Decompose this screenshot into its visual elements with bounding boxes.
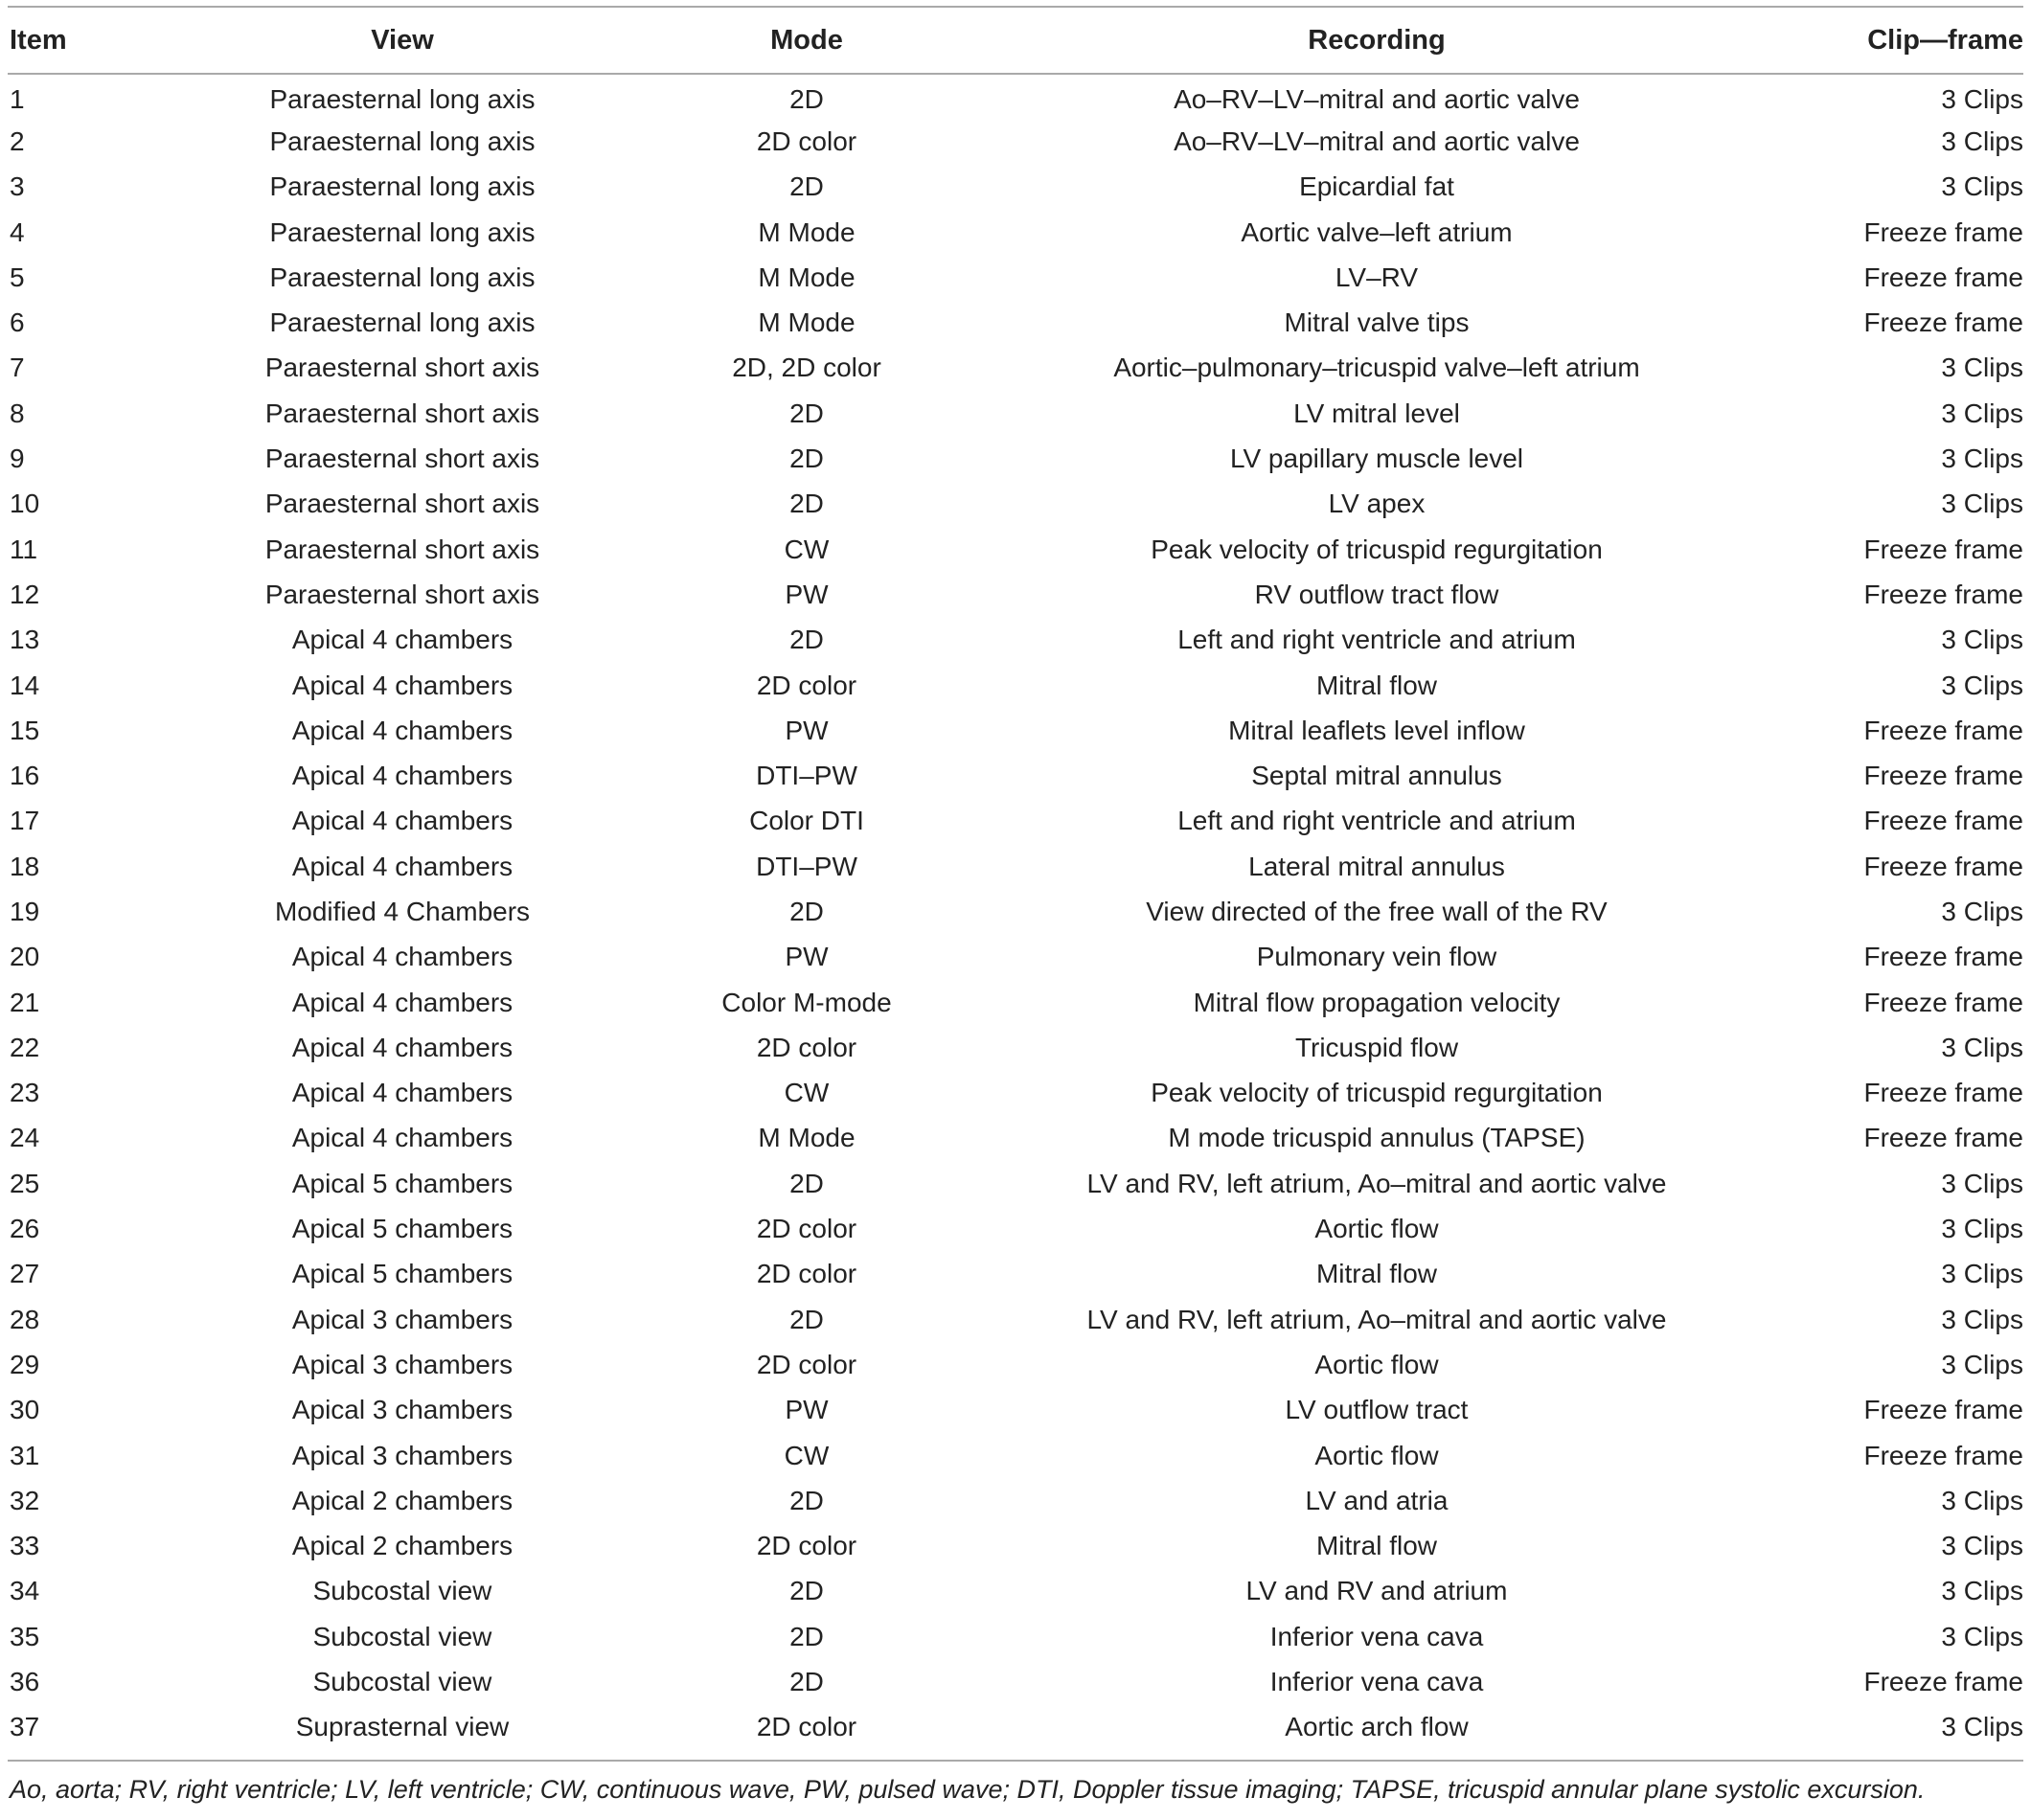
cell-item: 1 [10,84,25,115]
cell-recording: LV mitral level [1293,398,1460,428]
cell-item: 17 [10,806,40,836]
cell-clip-frame: 3 Clips [1941,625,2023,655]
cell-mode: 2D [789,84,824,115]
cell-clip-frame: Freeze frame [1863,1395,2023,1425]
cell-view: Subcostal view [312,1621,492,1651]
cell-mode: 2D [789,1304,824,1334]
table-row [8,889,2023,934]
cell-clip-frame: Freeze frame [1863,216,2023,247]
cell-mode: CW [784,534,830,564]
cell-recording: Peak velocity of tricuspid regurgitation [1151,534,1603,564]
table-row [8,1161,2023,1206]
table-row [8,1524,2023,1569]
cell-item: 22 [10,1032,40,1062]
cell-clip-frame: 3 Clips [1941,171,2023,202]
cell-clip-frame: 3 Clips [1941,489,2023,519]
header-item: Item [10,24,67,56]
cell-recording: Aortic arch flow [1285,1712,1469,1742]
cell-view: Apical 2 chambers [291,1485,513,1515]
cell-item: 31 [10,1440,40,1470]
cell-mode: PW [785,1395,829,1425]
cell-mode: 2D color [756,1712,857,1742]
cell-item: 37 [10,1712,40,1742]
cell-recording: Peak velocity of tricuspid regurgitation [1151,1078,1603,1108]
cell-recording: LV and atria [1305,1485,1449,1515]
cell-view: Paraesternal long axis [269,125,536,156]
cell-clip-frame: 3 Clips [1941,1304,2023,1334]
cell-mode: 2D [789,171,824,202]
cell-item: 19 [10,896,40,926]
cell-recording: Aortic flow [1314,1349,1439,1379]
cell-view: Apical 5 chambers [291,1259,513,1289]
cell-recording: Ao–RV–LV–mitral and aortic valve [1174,125,1580,156]
cell-view: Apical 4 chambers [291,1123,513,1153]
cell-recording: Mitral flow propagation velocity [1193,987,1561,1017]
cell-clip-frame: 3 Clips [1941,1349,2023,1379]
table-row [8,1025,2023,1070]
cell-item: 32 [10,1485,40,1515]
cell-mode: M Mode [758,307,856,338]
cell-clip-frame: Freeze frame [1863,1078,2023,1108]
cell-clip-frame: Freeze frame [1863,715,2023,745]
cell-recording: Pulmonary vein flow [1256,942,1497,972]
cell-clip-frame: Freeze frame [1863,942,2023,972]
cell-mode: 2D, 2D color [732,353,881,383]
table-row [8,119,2023,164]
cell-recording: Aortic flow [1314,1214,1439,1244]
cell-clip-frame: Freeze frame [1863,307,2023,338]
table-row [8,1342,2023,1387]
cell-mode: 2D [789,1667,824,1697]
cell-clip-frame: 3 Clips [1941,896,2023,926]
cell-clip-frame: 3 Clips [1941,84,2023,115]
cell-mode: CW [784,1078,830,1108]
cell-recording: View directed of the free wall of the RV [1146,896,1608,926]
cell-view: Apical 4 chambers [291,670,513,700]
cell-recording: Inferior vena cava [1269,1667,1484,1697]
cell-clip-frame: 3 Clips [1941,444,2023,474]
cell-mode: 2D color [756,1032,857,1062]
cell-clip-frame: Freeze frame [1863,761,2023,791]
cell-mode: 2D [789,1621,824,1651]
cell-mode: 2D [789,444,824,474]
cell-view: Paraesternal short axis [264,579,540,609]
cell-mode: 2D [789,489,824,519]
table-row [8,1614,2023,1659]
cell-clip-frame: 3 Clips [1941,353,2023,383]
cell-view: Apical 4 chambers [291,987,513,1017]
cell-recording: LV apex [1328,489,1426,519]
cell-item: 33 [10,1531,40,1561]
cell-recording: Aortic–pulmonary–tricuspid valve–left atrium [1113,353,1640,383]
cell-mode: 2D color [756,1214,857,1244]
cell-view: Apical 4 chambers [291,715,513,745]
table-row [8,1206,2023,1251]
cell-view: Subcostal view [312,1667,492,1697]
cell-recording: LV and RV, left atrium, Ao–mitral and aortic valve [1086,1168,1667,1198]
cell-clip-frame: Freeze frame [1863,1440,2023,1470]
cell-mode: 2D color [756,670,857,700]
cell-recording: Mitral flow [1315,1531,1437,1561]
cell-view: Apical 2 chambers [291,1531,513,1561]
cell-clip-frame: 3 Clips [1941,1259,2023,1289]
cell-recording: RV outflow tract flow [1254,579,1499,609]
cell-clip-frame: Freeze frame [1863,806,2023,836]
table-row [8,572,2023,617]
table-row [8,708,2023,753]
cell-item: 13 [10,625,40,655]
cell-mode: 2D [789,1576,824,1606]
table-row [8,482,2023,527]
cell-view: Apical 5 chambers [291,1168,513,1198]
cell-recording: M mode tricuspid annulus (TAPSE) [1168,1123,1586,1153]
cell-recording: Aortic flow [1314,1440,1439,1470]
cell-item: 6 [10,307,25,338]
cell-recording: Inferior vena cava [1269,1621,1484,1651]
cell-mode: Color DTI [749,806,864,836]
header-recording: Recording [1308,24,1446,56]
cell-view: Paraesternal long axis [269,307,536,338]
cell-view: Apical 4 chambers [291,851,513,881]
cell-recording: Mitral leaflets level inflow [1228,715,1525,745]
table-row [8,436,2023,481]
header-view: View [371,24,434,56]
cell-view: Paraesternal long axis [269,216,536,247]
cell-clip-frame: Freeze frame [1863,579,2023,609]
table-row [8,1659,2023,1704]
cell-clip-frame: 3 Clips [1941,1712,2023,1742]
cell-item: 29 [10,1349,40,1379]
cell-mode: M Mode [758,216,856,247]
header-clip-frame: Clip—frame [1867,24,2023,56]
cell-view: Modified 4 Chambers [274,896,531,926]
cell-view: Apical 3 chambers [291,1349,513,1379]
table-row [8,210,2023,255]
cell-recording: Lateral mitral annulus [1248,851,1505,881]
cell-mode: 2D color [756,1259,857,1289]
cell-view: Apical 4 chambers [291,1032,513,1062]
cell-mode: DTI–PW [756,851,857,881]
table-row [8,1071,2023,1116]
cell-clip-frame: 3 Clips [1941,1214,2023,1244]
table-row [8,980,2023,1025]
cell-clip-frame: 3 Clips [1941,1168,2023,1198]
cell-view: Paraesternal short axis [264,353,540,383]
header-mode: Mode [770,24,843,56]
cell-item: 18 [10,851,40,881]
cell-item: 25 [10,1168,40,1198]
cell-recording: Tricuspid flow [1294,1032,1459,1062]
cell-view: Paraesternal short axis [264,489,540,519]
cell-item: 10 [10,489,40,519]
cell-item: 5 [10,262,25,292]
table-footnote: Ao, aorta; RV, right ventricle; LV, left ventricle; CW, continuous wave, PW, pulsed wave; DTI, Doppler tissue imaging; TAPSE, tricuspid annular plane systolic excursion. [10,1774,1926,1804]
cell-view: Apical 4 chambers [291,625,513,655]
cell-item: 27 [10,1259,40,1289]
cell-view: Apical 4 chambers [291,806,513,836]
cell-recording: Epicardial fat [1299,171,1454,202]
cell-view: Paraesternal short axis [264,444,540,474]
table-row [8,618,2023,663]
cell-clip-frame: Freeze frame [1863,851,2023,881]
table-row [8,1478,2023,1523]
table-row [8,391,2023,436]
cell-clip-frame: Freeze frame [1863,262,2023,292]
cell-mode: PW [785,579,829,609]
cell-recording: LV outflow tract [1285,1395,1469,1425]
cell-recording: Mitral flow [1315,1259,1437,1289]
cell-mode: Color M-mode [721,987,892,1017]
cell-mode: 2D [789,1168,824,1198]
table-row [8,527,2023,572]
table-row [8,165,2023,210]
table-row [8,844,2023,889]
table-row [8,663,2023,708]
table-row [8,799,2023,844]
cell-clip-frame: Freeze frame [1863,1123,2023,1153]
echo-protocol-table [8,6,2023,1750]
table-row [8,1433,2023,1478]
cell-mode: 2D [789,398,824,428]
table-body [8,74,2023,1750]
cell-view: Apical 4 chambers [291,942,513,972]
table-bottom-rule [8,1760,2023,1762]
cell-view: Apical 4 chambers [291,1078,513,1108]
cell-item: 8 [10,398,25,428]
table-row [8,1297,2023,1342]
cell-view: Apical 5 chambers [291,1214,513,1244]
cell-recording: LV–RV [1335,262,1419,292]
cell-item: 4 [10,216,25,247]
table-row [8,255,2023,300]
cell-clip-frame: Freeze frame [1863,987,2023,1017]
cell-mode: 2D color [756,125,857,156]
table-row [8,346,2023,391]
cell-view: Apical 3 chambers [291,1304,513,1334]
cell-item: 7 [10,353,25,383]
cell-recording: LV papillary muscle level [1229,444,1524,474]
cell-clip-frame: 3 Clips [1941,398,2023,428]
cell-item: 20 [10,942,40,972]
cell-clip-frame: 3 Clips [1941,1485,2023,1515]
table-row [8,74,2023,119]
cell-mode: 2D color [756,1349,857,1379]
cell-item: 11 [10,534,38,564]
cell-view: Subcostal view [312,1576,492,1606]
cell-view: Paraesternal short axis [264,534,540,564]
cell-recording: LV and RV and atrium [1245,1576,1508,1606]
cell-view: Paraesternal long axis [269,171,536,202]
cell-mode: M Mode [758,1123,856,1153]
cell-item: 15 [10,715,40,745]
cell-recording: Left and right ventricle and atrium [1177,806,1576,836]
cell-item: 21 [10,987,40,1017]
cell-view: Suprasternal view [295,1712,510,1742]
table-row [8,935,2023,980]
cell-item: 24 [10,1123,40,1153]
cell-mode: CW [784,1440,830,1470]
table-row [8,300,2023,345]
cell-item: 34 [10,1576,40,1606]
cell-item: 12 [10,579,40,609]
cell-view: Apical 3 chambers [291,1440,513,1470]
table-row [8,1116,2023,1161]
cell-mode: DTI–PW [756,761,857,791]
cell-mode: 2D [789,625,824,655]
cell-clip-frame: 3 Clips [1941,1531,2023,1561]
cell-recording: Mitral flow [1315,670,1437,700]
cell-mode: M Mode [758,262,856,292]
cell-clip-frame: 3 Clips [1941,1621,2023,1651]
cell-item: 2 [10,125,25,156]
cell-item: 9 [10,444,25,474]
cell-item: 3 [10,171,25,202]
table-row [8,1388,2023,1433]
cell-view: Paraesternal long axis [269,262,536,292]
header-row [8,7,2023,74]
cell-clip-frame: 3 Clips [1941,1576,2023,1606]
cell-recording: Left and right ventricle and atrium [1177,625,1576,655]
cell-view: Apical 4 chambers [291,761,513,791]
cell-item: 35 [10,1621,40,1651]
cell-item: 16 [10,761,40,791]
cell-item: 23 [10,1078,40,1108]
table-row [8,753,2023,798]
table-row [8,1252,2023,1297]
cell-clip-frame: 3 Clips [1941,125,2023,156]
table-row [8,1705,2023,1750]
table-header [8,7,2023,74]
cell-mode: PW [785,942,829,972]
cell-item: 36 [10,1667,40,1697]
cell-recording: Mitral valve tips [1284,307,1470,338]
cell-mode: 2D [789,896,824,926]
cell-mode: PW [785,715,829,745]
table-row [8,1569,2023,1614]
cell-item: 28 [10,1304,40,1334]
cell-mode: 2D [789,1485,824,1515]
cell-view: Apical 3 chambers [291,1395,513,1425]
cell-clip-frame: 3 Clips [1941,670,2023,700]
cell-recording: Ao–RV–LV–mitral and aortic valve [1174,84,1580,115]
cell-mode: 2D color [756,1531,857,1561]
cell-recording: LV and RV, left atrium, Ao–mitral and aortic valve [1086,1304,1667,1334]
cell-clip-frame: Freeze frame [1863,534,2023,564]
document-table-container [8,6,2023,1805]
cell-clip-frame: 3 Clips [1941,1032,2023,1062]
cell-recording: Septal mitral annulus [1251,761,1502,791]
cell-item: 14 [10,670,40,700]
cell-clip-frame: Freeze frame [1863,1667,2023,1697]
cell-view: Paraesternal long axis [269,84,536,115]
cell-item: 26 [10,1214,40,1244]
cell-view: Paraesternal short axis [264,398,540,428]
cell-item: 30 [10,1395,40,1425]
cell-recording: Aortic valve–left atrium [1241,216,1513,247]
